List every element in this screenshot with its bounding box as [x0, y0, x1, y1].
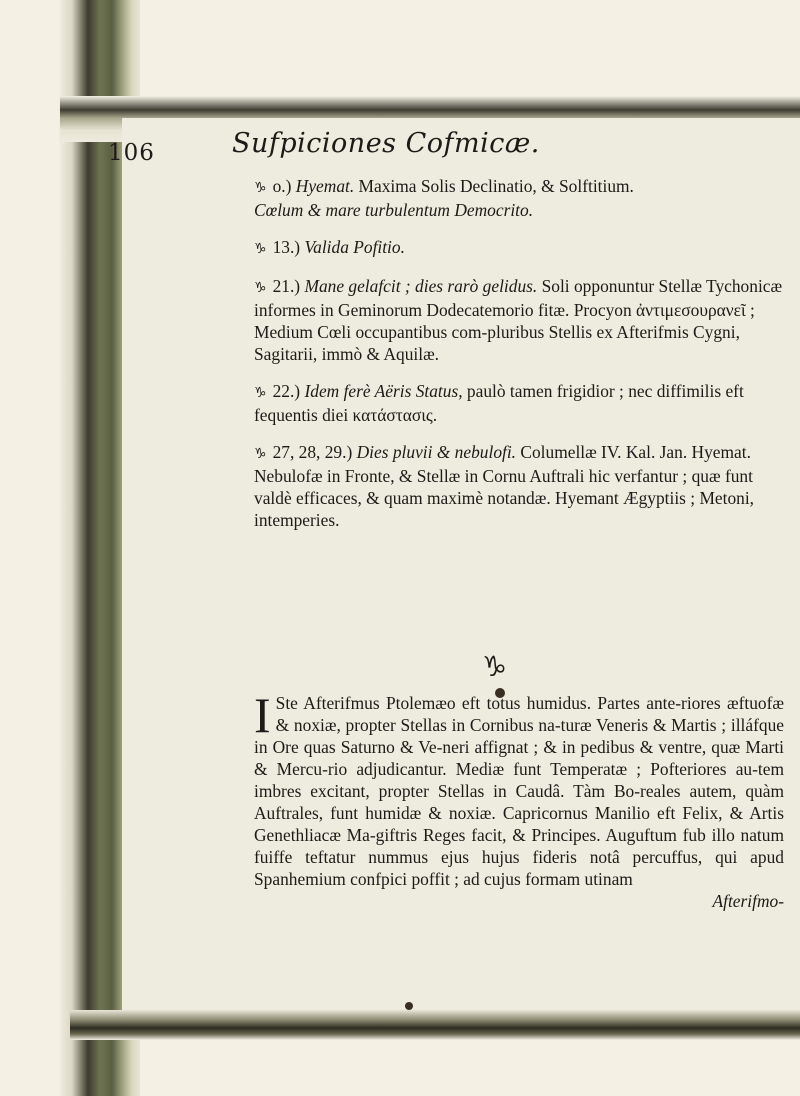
capricorn-symbol: ♑ [254, 280, 267, 296]
entry-4 [254, 380, 784, 426]
entry-3 [254, 275, 784, 365]
entry-lead: Valida Pofitio. [304, 237, 405, 257]
ink-spot [405, 1002, 413, 1010]
section-text: Ste Afterifmus Ptolemæo eft totus humidus. Partes ante-riores æftuofæ & noxiæ, propter Stellas in Cornibus na-turæ Veneris & Martis ; illáfque in Ore quas Saturno & Ve-neri affignat ; & in pedibus & ventre, quæ Marti & Mercu-rio adjudicantur. Mediæ funt Temperatæ ; Pofteriores au-tem imbres excitant, propter Stellas in Caudâ. Tàm Bo-reales autem, quàm Auftrales, funt humidæ & noxiæ. Capricornus Manilio eft Felix, & Artis Genethliacæ Ma-giftris Reges facit, & Principes. Auguftum fub illo natum fuiffe teftatur nummus ejus hujus fideris notâ percuffus, qui apud Spanhemium confpici poffit ; ad cujus formam utinam [254, 693, 784, 889]
page-header [108, 128, 540, 166]
capricorn-symbol: ♑ [254, 446, 267, 462]
capricorn-symbol: ♑ [254, 180, 267, 196]
entry-lead: Mane gelafcit ; dies rarò gelidus. [304, 276, 538, 296]
entry-date: 22.) [272, 381, 301, 401]
entry-lead: Dies pluvii & nebulofi. [356, 442, 517, 462]
entry-lead: Idem ferè Aëris Status, [304, 381, 463, 401]
entry-date: o.) [272, 176, 292, 196]
calendar-entries [254, 175, 784, 546]
entry-text: Soli opponuntur Stellæ Tychonicæ informes in Geminorum Dodecatemorio fitæ. Procyon ἀντιμεσουρανεῖ ; Medium Cœli occupantibus com-pluribus Stellis ex Afterifmis Cygni, Sagitarii, immò & Aquilæ. [254, 276, 783, 364]
dropcap: I [254, 687, 271, 743]
running-title: Sufpiciones Cofmicæ. [232, 128, 540, 159]
capricorn-symbol: ♑ [254, 241, 267, 257]
capricorn-section [254, 687, 784, 912]
entry-text: paulò tamen frigidior ; nec diffimilis eft fequentis diei κατάστασις. [254, 381, 744, 425]
capricorn-symbol: ♑ [254, 385, 267, 401]
entry-lead: Hyemat. [295, 176, 355, 196]
entry-text: Maxima Solis Declinatio, & Solftitium. [354, 176, 634, 196]
page-number: 106 [108, 140, 155, 166]
entry-1 [254, 175, 784, 221]
entry-5 [254, 441, 784, 531]
capricorn-sign-heading: ♑ [482, 650, 508, 683]
catchword: Afterifmo- [712, 891, 784, 911]
entry-date: 13.) [272, 237, 301, 257]
entry-line2: Cœlum & mare turbulentum Democrito. [254, 200, 534, 220]
scan-bottom-edge [70, 1010, 800, 1040]
entry-date: 27, 28, 29.) [272, 442, 353, 462]
entry-2 [254, 236, 784, 260]
entry-date: 21.) [272, 276, 301, 296]
entry-text: Columellæ IV. Kal. Jan. Hyemat. Nebulofæ in Fronte, & Stellæ in Cornu Auftrali hic verfantur ; quæ funt valdè efficaces, & quam maximè notandæ. Hyemant Ægyptiis ; Metoni, intemperies. [254, 442, 755, 530]
